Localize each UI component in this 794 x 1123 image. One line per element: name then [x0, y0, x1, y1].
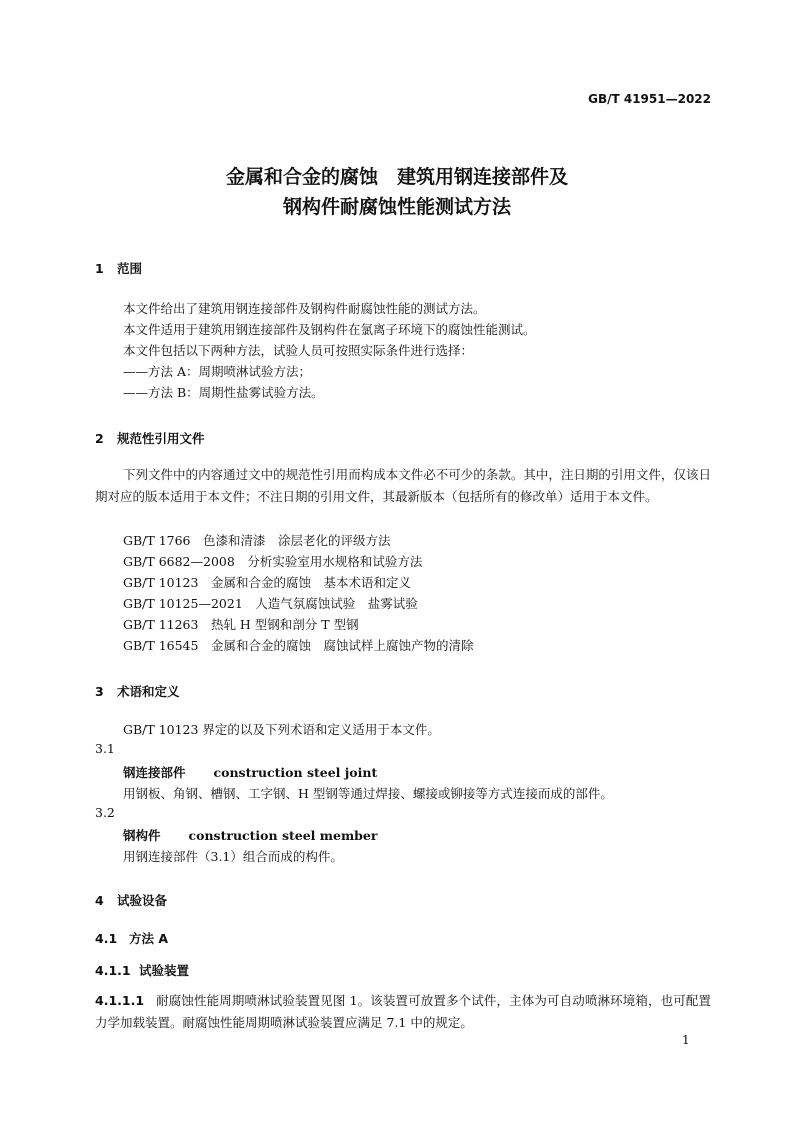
term-number: 3.2 [95, 805, 115, 820]
section-title: 规范性引用文件 [117, 431, 205, 446]
normative-references-intro: 下列文件中的内容通过文中的规范性引用而构成本文件必不可少的条款。其中，注日期的引用文件，仅该日期对应的版本适用于本文件；不注日期的引用文件，其最新版本（包括所有的修改单）适用于本文件。 [95, 467, 711, 504]
terms-intro: GB/T 10123 界定的以及下列术语和定义适用于本文件。 [123, 722, 440, 737]
reference-item: GB/T 16545 金属和合金的腐蚀 腐蚀试样上腐蚀产物的清除 [123, 638, 474, 653]
clause-4-1-1-1 [95, 990, 711, 1033]
document-title-line-2: 钢构件耐腐蚀性能测试方法 [282, 196, 511, 218]
reference-item: GB/T 1766 色漆和清漆 涂层老化的评级方法 [123, 533, 391, 548]
term-entry [123, 763, 377, 781]
subsection-4-1-1-heading [95, 961, 189, 979]
section-number: 4 [95, 893, 104, 908]
term-zh: 钢连接部件 [123, 765, 186, 780]
section-number: 1 [95, 261, 104, 276]
reference-item: GB/T 11263 热轧 H 型钢和剖分 T 型钢 [123, 617, 359, 632]
document-title-line-1: 金属和合金的腐蚀 建筑用钢连接部件及 [225, 166, 568, 188]
section-number: 2 [95, 431, 104, 446]
clause-number: 4.1.1.1 [95, 993, 145, 1008]
page-number: 1 [682, 1033, 690, 1047]
term-zh: 钢构件 [123, 828, 161, 843]
scope-list-item: ——方法 A：周期喷淋试验方法； [123, 364, 312, 379]
reference-item: GB/T 10123 金属和合金的腐蚀 基本术语和定义 [123, 575, 411, 590]
section-2-heading [95, 429, 205, 447]
scope-line: 本文件给出了建筑用钢连接部件及钢构件耐腐蚀性能的测试方法。 [123, 301, 486, 316]
term-en: construction steel member [188, 828, 378, 843]
section-3-heading [95, 682, 180, 700]
standard-number: GB/T 41951—2022 [588, 92, 711, 106]
subsection-title: 试验装置 [139, 963, 190, 978]
section-number: 3 [95, 684, 104, 699]
term-definition: 用钢板、角钢、槽钢、工字钢、H 型钢等通过焊接、螺接或铆接等方式连接而成的部件。 [123, 786, 613, 801]
term-en: construction steel joint [213, 765, 378, 780]
subsection-number: 4.1 [95, 931, 118, 946]
section-title: 范围 [117, 261, 143, 276]
section-4-heading [95, 891, 167, 909]
section-1-heading [95, 259, 142, 277]
scope-list-item: ——方法 B：周期性盐雾试验方法。 [123, 385, 324, 400]
clause-text: 耐腐蚀性能周期喷淋试验装置见图 1。该装置可放置多个试件，主体为可自动喷淋环境箱，也可配置力学加载装置。耐腐蚀性能周期喷淋试验装置应满足 7.1 中的规定。 [95, 993, 711, 1030]
scope-line: 本文件适用于建筑用钢连接部件及钢构件在氯离子环境下的腐蚀性能测试。 [123, 322, 536, 337]
subsection-number: 4.1.1 [95, 963, 131, 978]
subsection-4-1-heading [95, 929, 168, 947]
scope-line: 本文件包括以下两种方法，试验人员可按照实际条件进行选择： [123, 343, 474, 358]
term-entry [123, 826, 377, 844]
term-number: 3.1 [95, 741, 115, 756]
reference-item: GB/T 6682—2008 分析实验室用水规格和试验方法 [123, 554, 423, 569]
section-title: 试验设备 [117, 893, 168, 908]
reference-item: GB/T 10125—2021 人造气氛腐蚀试验 盐雾试验 [123, 596, 418, 611]
section-title: 术语和定义 [117, 684, 180, 699]
subsection-title: 方法 A [129, 931, 169, 946]
term-definition: 用钢连接部件（3.1）组合而成的构件。 [123, 849, 343, 864]
